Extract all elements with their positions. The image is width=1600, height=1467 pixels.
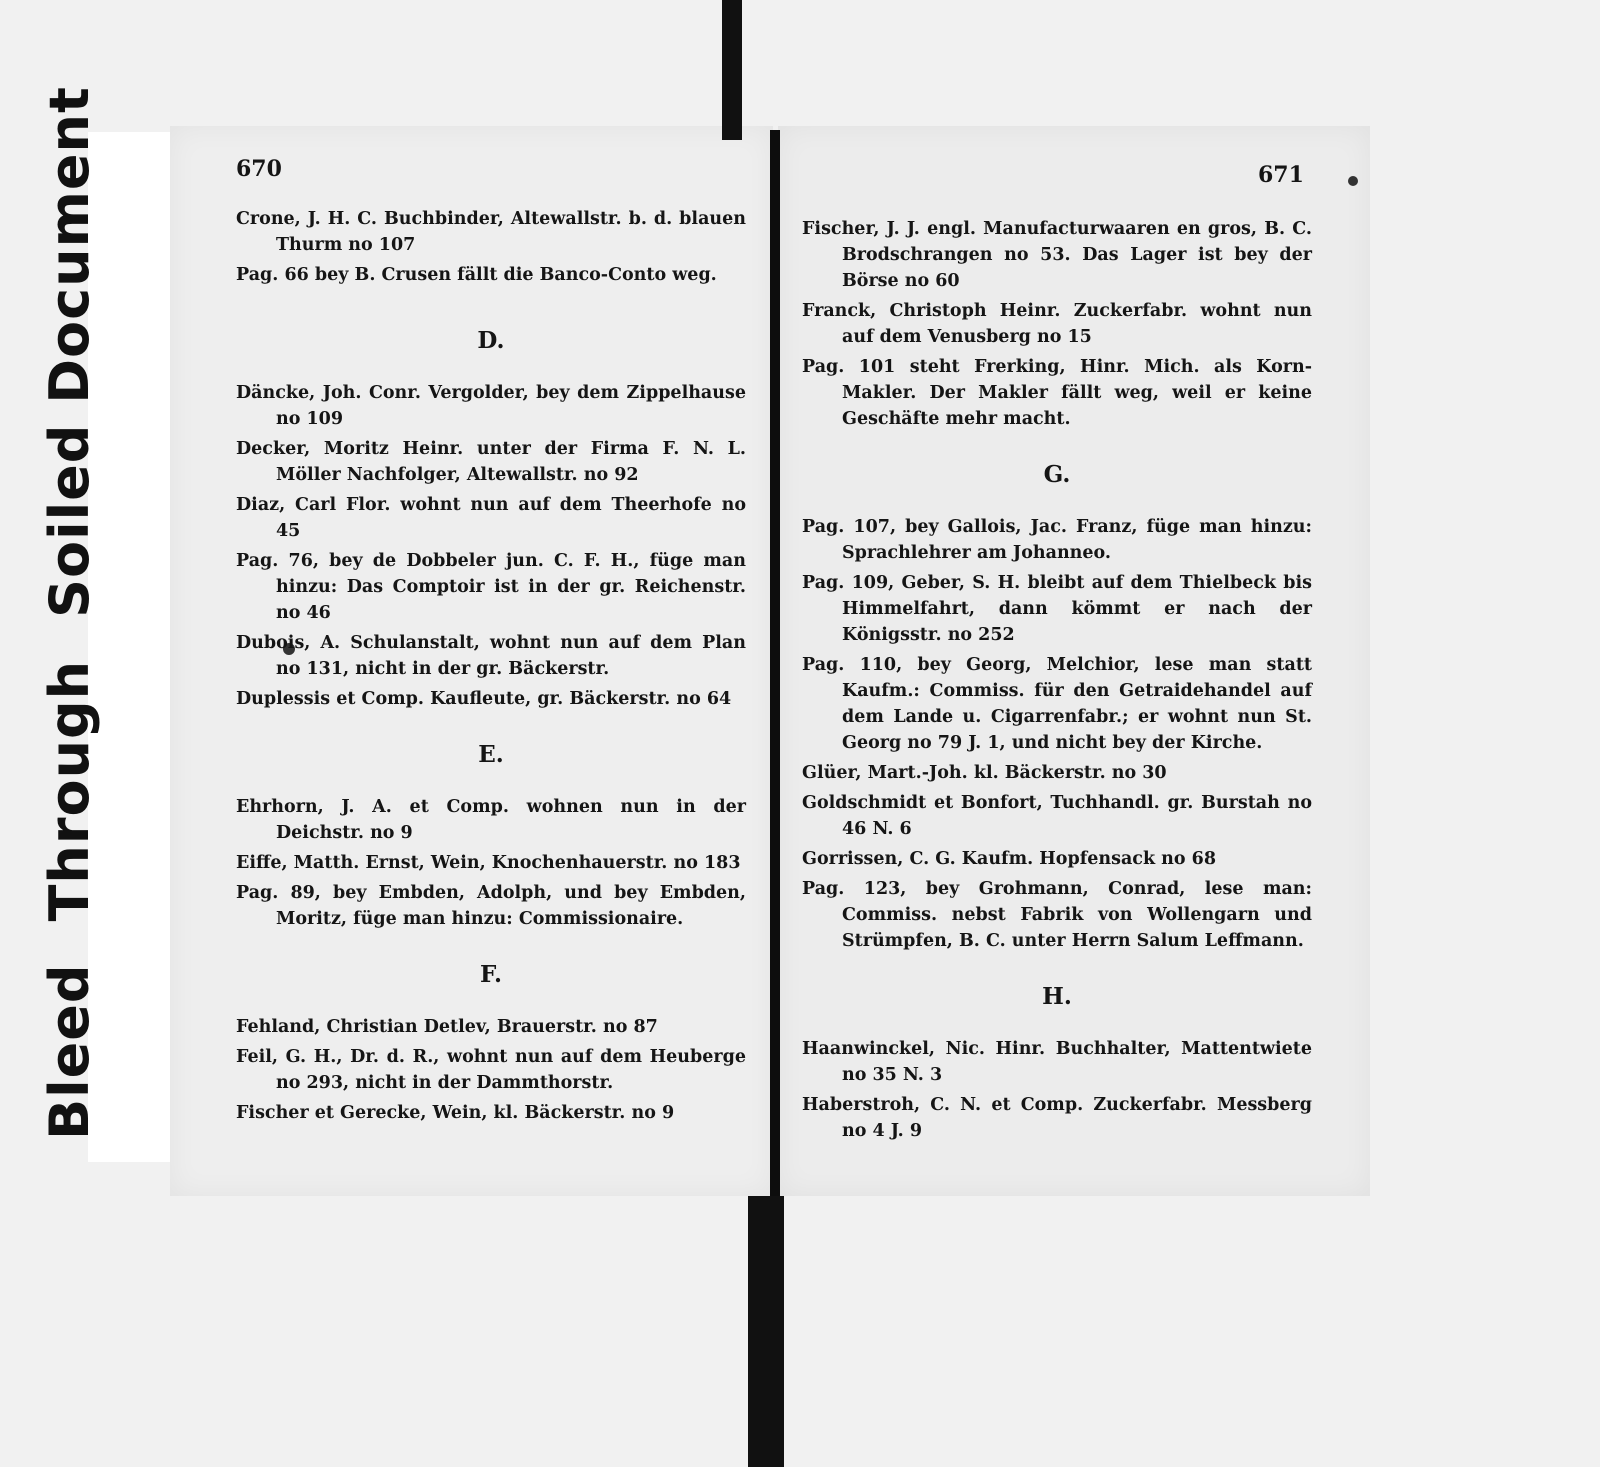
section-heading-f: F. <box>479 961 503 988</box>
directory-entry: Haberstroh, C. N. et Comp. Zuckerfabr. Messberg no 4 J. 9 <box>802 1095 1312 1141</box>
directory-entry: Pag. 76, bey de Dobbeler jun. C. F. H., füge man hinzu: Das Comptoir ist in der gr. Reichenstr. no 46 <box>236 551 746 623</box>
page-number-right: 671 <box>1258 162 1304 188</box>
section-heading-g: G. <box>1043 461 1071 488</box>
side-label <box>38 86 101 1140</box>
directory-entry: Pag. 101 steht Frerking, Hinr. Mich. als Korn-Makler. Der Makler fällt weg, weil er keine Geschäfte mehr macht. <box>802 357 1312 429</box>
directory-entry: Goldschmidt et Bonfort, Tuchhandl. gr. Burstah no 46 N. 6 <box>802 793 1312 839</box>
directory-entry: Däncke, Joh. Conr. Vergolder, bey dem Zippelhause no 109 <box>236 383 746 429</box>
side-label-word: Bleed <box>38 963 101 1140</box>
directory-entry: Pag. 107, bey Gallois, Jac. Franz, füge man hinzu: Sprachlehrer am Johanneo. <box>802 517 1312 563</box>
ink-spot <box>1348 176 1358 186</box>
side-label-word: Through <box>38 659 101 922</box>
directory-entry: Glüer, Mart.-Joh. kl. Bäckerstr. no 30 <box>802 763 1167 783</box>
section-heading-e: E. <box>478 741 504 768</box>
directory-entry: Crone, J. H. C. Buchbinder, Altewallstr. b. d. blauen Thurm no 107 <box>236 209 746 255</box>
directory-entry: Pag. 89, bey Embden, Adolph, und bey Embden, Moritz, füge man hinzu: Commissionaire. <box>236 883 746 929</box>
directory-entry: Eiffe, Matth. Ernst, Wein, Knochenhauerstr. no 183 <box>236 853 741 873</box>
directory-entry: Pag. 109, Geber, S. H. bleibt auf dem Thielbeck bis Himmelfahrt, dann kömmt er nach der Königsstr. no 252 <box>802 573 1312 645</box>
directory-entry: Pag. 110, bey Georg, Melchior, lese man statt Kaufm.: Commiss. für den Getraidehandel auf dem Lande u. Cigarrenfabr.; er wohnt nun St. Georg no 79 J. 1, und nicht bey der Kirche. <box>802 655 1312 753</box>
directory-entry: Fischer et Gerecke, Wein, kl. Bäckerstr. no 9 <box>236 1103 675 1123</box>
directory-entry: Pag. 123, bey Grohmann, Conrad, lese man: Commiss. nebst Fabrik von Wollengarn und Strümpfen, B. C. unter Herrn Salum Leffmann. <box>802 879 1312 951</box>
section-heading-h: H. <box>1042 983 1072 1010</box>
directory-entry: Pag. 66 bey B. Crusen fällt die Banco-Conto weg. <box>236 265 717 285</box>
section-heading-d: D. <box>477 327 505 354</box>
directory-entry: Gorrissen, C. G. Kaufm. Hopfensack no 68 <box>802 849 1217 869</box>
directory-entry: Duplessis et Comp. Kaufleute, gr. Bäckerstr. no 64 <box>236 689 732 709</box>
directory-entry: Fischer, J. J. engl. Manufacturwaaren en gros, B. C. Brodschrangen no 53. Das Lager ist bey der Börse no 60 <box>802 219 1312 291</box>
directory-entry: Dubois, A. Schulanstalt, wohnt nun auf dem Plan no 131, nicht in der gr. Bäckerstr. <box>236 633 746 679</box>
binding-strip-bottom <box>748 1196 784 1467</box>
page-number-left: 670 <box>236 156 282 182</box>
book-gutter <box>770 130 780 1200</box>
directory-entry: Diaz, Carl Flor. wohnt nun auf dem Theerhofe no 45 <box>236 495 746 541</box>
directory-entry: Franck, Christoph Heinr. Zuckerfabr. wohnt nun auf dem Venusberg no 15 <box>802 301 1312 347</box>
directory-entry: Decker, Moritz Heinr. unter der Firma F. N. L. Möller Nachfolger, Altewallstr. no 92 <box>236 439 746 485</box>
directory-entry: Feil, G. H., Dr. d. R., wohnt nun auf dem Heuberge no 293, nicht in der Dammthorstr. <box>236 1047 746 1093</box>
right-page-text <box>802 216 1312 1148</box>
side-label-word: Soiled Document <box>38 86 101 618</box>
binding-strip-top <box>722 0 742 140</box>
directory-entry: Fehland, Christian Detlev, Brauerstr. no 87 <box>236 1017 658 1037</box>
left-page-text <box>236 206 746 1130</box>
directory-entry: Haanwinckel, Nic. Hinr. Buchhalter, Mattentwiete no 35 N. 3 <box>802 1039 1312 1085</box>
directory-entry: Ehrhorn, J. A. et Comp. wohnen nun in der Deichstr. no 9 <box>236 797 746 843</box>
